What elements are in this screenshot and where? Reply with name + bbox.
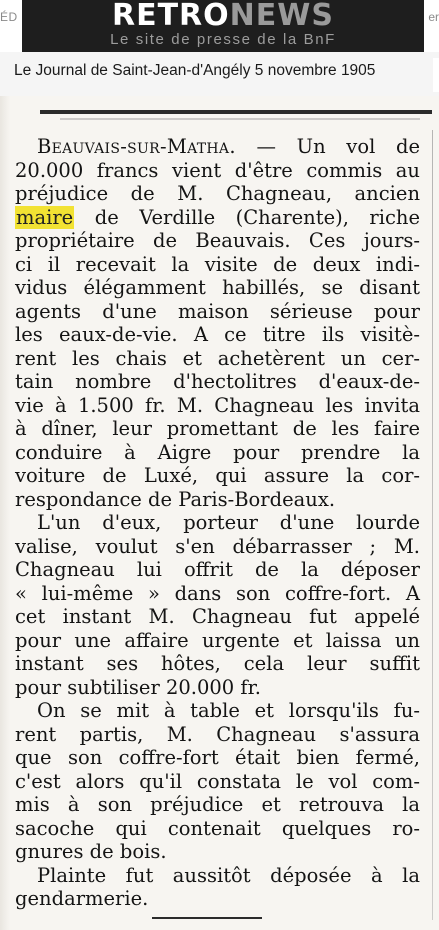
line-text: propriétaire de Beauvais. Ces jours- [15, 229, 420, 252]
article-line [15, 558, 420, 582]
article-line [15, 300, 420, 324]
line-text: agents d'une maison sérieuse pour [15, 299, 420, 323]
line-text: les eaux-de-vie. A ce titre ils visitè- [15, 323, 420, 346]
article-line [15, 511, 420, 535]
line-text: que son coffre-fort était bien fermé, [15, 746, 420, 769]
line-text: 20.000 francs vient d'être commis au [15, 158, 420, 182]
article-line [15, 535, 420, 559]
line-text: L'un d'eux, porteur d'une lourde [37, 511, 420, 534]
line-text: tain nombre d'hectolitres d'eaux-de- [15, 370, 420, 393]
line-text: On se mit à table et lorsqu'ils fu- [37, 699, 420, 722]
article-line [15, 370, 420, 394]
article-line [15, 206, 420, 230]
line-text: conduire à Aigre pour prendre la [15, 440, 420, 464]
source-caption[interactable]: Le Journal de Saint-Jean-d'Angély 5 novembre 1905 [14, 62, 376, 79]
line-text: gnures de bois. [15, 840, 167, 863]
article-line [15, 887, 420, 911]
line-text: mis à son préjudice et retrouva la [15, 793, 420, 816]
article-end-rule [152, 917, 262, 919]
article-line [15, 723, 420, 747]
article-line [15, 652, 420, 676]
article-line [15, 182, 420, 206]
article-line [15, 770, 420, 794]
logo-subtitle: Le site de presse de la BnF [110, 31, 336, 48]
column-rule-top [40, 110, 432, 114]
line-text: à dîner, leur promettant de les faire [15, 417, 420, 440]
article-line [15, 699, 420, 723]
article-line [15, 605, 420, 629]
article-line [15, 817, 420, 841]
article-line [15, 488, 420, 512]
article-line [15, 676, 420, 700]
article-line [15, 441, 420, 465]
top-bar [0, 0, 439, 52]
line-text: Chagneau lui offrit de la déposer [15, 558, 420, 581]
caption-edge [433, 58, 439, 92]
article-line [15, 746, 420, 770]
line-text: pour une affaire urgente et laissa un [15, 628, 420, 652]
article-line [15, 323, 420, 347]
source-caption-bar [0, 52, 439, 97]
article-line [15, 629, 420, 653]
article-line [15, 417, 420, 441]
edge-text-left: ÉD [0, 10, 18, 24]
line-text: vidus élégamment habillés, se disant [15, 276, 420, 299]
scan-shadow [0, 96, 10, 930]
line-text: Plainte fut aussitôt déposée à la [37, 863, 420, 887]
article-line [15, 159, 420, 183]
article-line [15, 229, 420, 253]
line-text: c'est alors qu'il constata le vol com- [15, 769, 420, 793]
article-text [15, 135, 420, 911]
line-text: sacoche qui contenait quelques ro- [15, 816, 420, 840]
column-rule-top-faint [60, 118, 420, 120]
line-text: valise, voulut s'en débarrasser ; M. [15, 534, 420, 558]
article-line [15, 840, 420, 864]
place-heading: Beauvais-sur-Matha. [37, 135, 236, 158]
search-highlight: maire [16, 205, 74, 229]
article-line [15, 793, 420, 817]
line-text: « lui-même » dans son coffre-fort. A [15, 581, 420, 605]
edge-text-right: er [428, 10, 439, 24]
line-text: rent les chais et achetèrent un cer- [15, 346, 420, 370]
retronews-logo[interactable] [22, 0, 424, 52]
logo-title-news: NEWS [229, 0, 334, 33]
line-text: ci il recevait la visite de deux indi- [15, 252, 420, 276]
line-text: voiture de Luxé, qui assure la cor- [15, 464, 420, 487]
article-line [15, 347, 420, 371]
line-text: cet instant M. Chagneau fut appelé [15, 605, 420, 628]
line-text: préjudice de M. Chagneau, ancien [15, 182, 420, 205]
article-line [15, 276, 420, 300]
line-text: respondance de Paris-Bordeaux. [15, 487, 336, 511]
article-line [15, 464, 420, 488]
line-text: gendarmerie. [15, 887, 149, 910]
logo-title [22, 1, 424, 31]
article-line [15, 582, 420, 606]
article-line [15, 253, 420, 277]
line-text: pour subtiliser 20.000 fr. [15, 675, 261, 699]
line-text: rent partis, M. Chagneau s'assura [15, 722, 420, 746]
logo-title-retro: RETRO [112, 0, 230, 33]
column-rule-right [432, 130, 433, 920]
line-text: instant ses hôtes, cela leur suffit [15, 652, 420, 675]
article-line [15, 864, 420, 888]
line-text: — Un vol de [235, 135, 420, 158]
line-text: vie à 1.500 fr. M. Chagneau les invita [15, 393, 420, 417]
article-line [15, 135, 420, 159]
line-text: de Verdille (Charente), riche [74, 205, 420, 229]
article-line [15, 394, 420, 418]
